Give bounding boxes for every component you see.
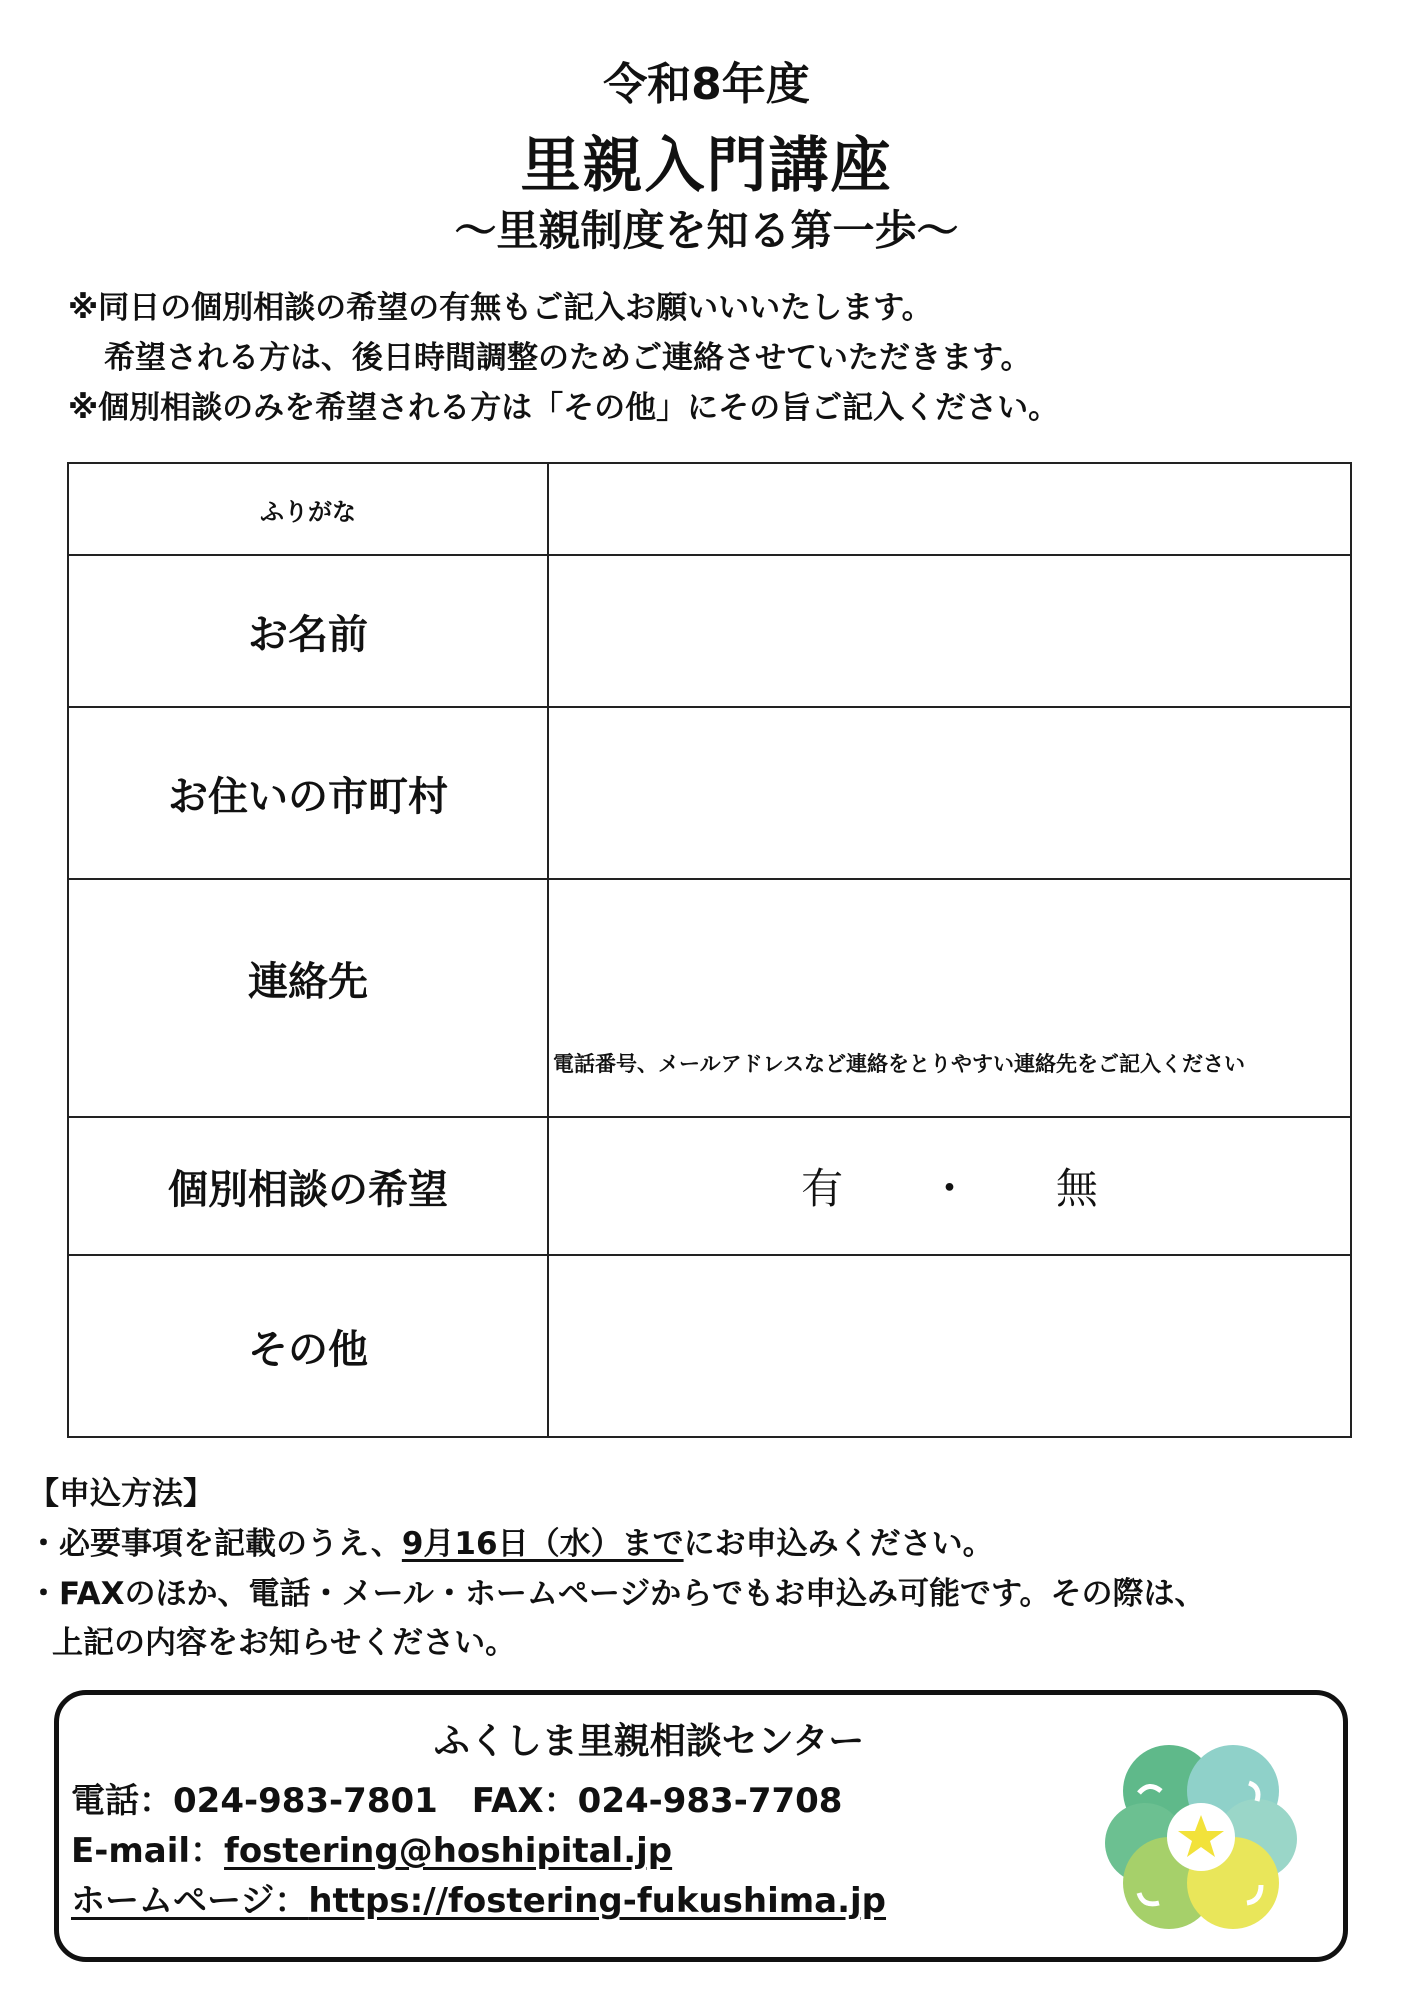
page-subtitle: 〜里親制度を知る第一歩〜 — [454, 206, 959, 255]
consult-label: 個別相談の希望 — [68, 1117, 548, 1255]
form-row-furigana — [68, 463, 1351, 555]
consult-yes-option[interactable]: 有 — [801, 1164, 844, 1213]
consult-separator: ・ — [928, 1164, 971, 1213]
contact-field[interactable] — [548, 879, 1351, 1117]
web-label: ホームページ： — [71, 1881, 309, 1921]
tel-label: 電話： — [71, 1781, 173, 1821]
email-link[interactable]: fostering@hoshipital.jp — [224, 1831, 673, 1871]
note-consultation: ※同日の個別相談の希望の有無もご記入お願いいいたします。 — [68, 290, 933, 326]
web-link[interactable]: https://fostering-fukushima.jp — [308, 1881, 887, 1921]
other-label: その他 — [68, 1255, 548, 1437]
furigana-field[interactable] — [548, 463, 1351, 555]
center-name: ふくしま里親相談センター — [433, 1721, 865, 1762]
contact-hint: 電話番号、メールアドレスなど連絡をとりやすい連絡先をご記入ください — [553, 1052, 1245, 1076]
form-row-consult — [68, 1117, 1351, 1255]
name-label: お名前 — [68, 555, 548, 707]
page-title: 里親入門講座 — [520, 131, 893, 201]
event-year: 令和8年度 — [603, 59, 810, 110]
tel-number: 024-983-7801 — [173, 1781, 438, 1821]
application-methods-cont: 上記の内容をお知らせください。 — [52, 1625, 517, 1661]
deadline-pre: ・必要事項を記載のうえ、 — [28, 1526, 402, 1562]
email-label: E-mail： — [71, 1831, 225, 1871]
deadline-date: 9月16日（水）まで — [401, 1526, 684, 1562]
application-deadline — [28, 1518, 994, 1563]
note-contact-followup: 希望される方は、後日時間調整のためご連絡させていただきます。 — [104, 340, 1032, 376]
consult-choice — [548, 1117, 1351, 1255]
contact-center-box — [54, 1690, 1348, 1962]
center-email-line — [71, 1823, 672, 1872]
form-row-other — [68, 1255, 1351, 1437]
deadline-post: にお申込みください。 — [683, 1526, 994, 1562]
furigana-label: ふりがな — [68, 463, 548, 555]
city-label: お住いの市町村 — [68, 707, 548, 879]
other-field[interactable] — [548, 1255, 1351, 1437]
center-phone-line — [71, 1773, 842, 1822]
application-heading: 【申込方法】 — [28, 1476, 214, 1512]
name-field[interactable] — [548, 555, 1351, 707]
consult-no-option[interactable]: 無 — [1055, 1164, 1098, 1213]
form-row-contact — [68, 879, 1351, 1117]
city-field[interactable] — [548, 707, 1351, 879]
flower-logo-icon — [1099, 1733, 1303, 1937]
fax-number: 024-983-7708 — [577, 1781, 843, 1821]
form-row-name — [68, 555, 1351, 707]
center-web-line — [71, 1873, 886, 1922]
application-methods: ・FAXのほか、電話・メール・ホームページからでもお申込み可能です。その際は、 — [28, 1576, 1206, 1612]
application-form — [67, 462, 1352, 1438]
contact-label: 連絡先 — [68, 879, 548, 1117]
form-row-city — [68, 707, 1351, 879]
note-consult-only: ※個別相談のみを希望される方は「その他」にその旨ご記入ください。 — [68, 390, 1060, 426]
fax-label: FAX： — [471, 1781, 578, 1821]
